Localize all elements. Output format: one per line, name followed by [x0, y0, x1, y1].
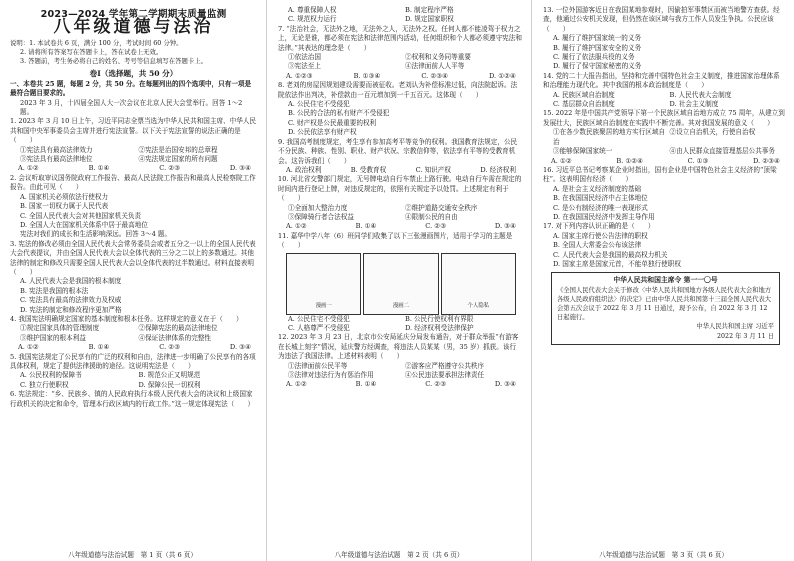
option: ①法律面前公民平等	[288, 361, 348, 370]
option: ④法律面前人人平等	[405, 62, 465, 71]
option: ③保障骑行者合法权益	[288, 212, 354, 221]
question-stem: 17. 对下列内容认识正确的是（ ）	[543, 222, 655, 231]
passage-note: 宪法对我们的成长和生活影响深远。回答 3～4 题。	[20, 230, 172, 239]
decree-sign: 中华人民共和国主席 习近平	[696, 323, 774, 331]
answer-option: D. ③④	[229, 343, 251, 352]
answer-option: D. ②③④	[752, 156, 780, 165]
comic-panel	[363, 253, 438, 315]
option: C. 全国人民代表大会对其他国家机关负责	[20, 211, 142, 220]
question	[543, 222, 786, 344]
page-3	[533, 0, 794, 561]
question	[10, 117, 257, 173]
question-stem: 13. 一位外国游客近日在我国某地参观时，因偷拍军事禁区而被当地警方查获。经查，他通过公安机关发现，但仍然在该区域与我方工作人员发生争执。公民应该（ ）	[543, 6, 780, 33]
option: ④由人民群众直接管理基层公共事务	[669, 147, 775, 156]
option: B. 公民行使权利有界限	[405, 314, 474, 323]
answer-option: C. ②③	[425, 380, 447, 389]
answer-row	[278, 222, 522, 231]
comic-strip	[278, 251, 522, 315]
option: A. 公民住宅不受侵犯	[288, 100, 350, 109]
option: A. 国家机关必须依法行使权力	[20, 192, 109, 201]
answer-option: A. ①②	[18, 164, 39, 173]
comic-caption: 漫画二	[392, 303, 410, 310]
answer-option: D. ③④	[494, 222, 516, 231]
option: ②权利和义务同等重要	[405, 53, 471, 62]
answer-row	[10, 343, 257, 352]
option: A. 公民权利的保障书	[20, 371, 82, 380]
option: B. 公民的合法的私有财产不受侵犯	[288, 109, 390, 118]
option-row	[278, 15, 522, 24]
question-stem: 14. 党的二十大报告指出，坚持和完善中国特色社会主义制度，推进国家治理体系和治理能力现代化。其中我国的根本政治制度是（ ）	[543, 71, 780, 90]
section-context: 2023 年 3 月，十四届全国人大一次会议在北京人民大会堂举行。回答 1～2 题。	[20, 98, 243, 117]
option: ③能够保障国家统一	[553, 147, 613, 156]
question-stem: 3. 宪法的修改必须由全国人民代表大会常务委员会或者五分之一以上的全国人民代表大会代表提议，并由全国人民代表大会以全体代表的三分之二以上的多数通过。其他法律的制定和修改只需要全国人民代表大会以全体代表的过半数通过。材料直接表明（ ）	[10, 239, 256, 276]
question-stem: 4. 我国宪法明确规定国家的基本制度和根本任务。这样规定的意义在于（ ）	[10, 314, 243, 323]
option-row	[278, 213, 522, 222]
option: C. 履行了依法服兵役的义务	[553, 53, 635, 62]
section-instruction: 一、本卷共 25 题，每题 2 分，共 50 分。在每题列出的四个选项中，只有一项是最符合题目要求的。	[10, 79, 252, 98]
option-row	[278, 362, 522, 371]
option: ②设立自治机关，行使自治权	[669, 128, 756, 137]
option: B. 制定程序严格	[405, 6, 454, 14]
answer-option: C. ①③	[687, 156, 709, 165]
option-row	[543, 147, 786, 156]
option: D. 全国人大在国家机关体系中居于最高地位	[20, 220, 148, 229]
option: D. 公民依法享有财产权	[288, 128, 357, 137]
answer-option: A. ①②	[286, 380, 307, 389]
option: A. 国家主席行使公告法律的职权	[553, 231, 648, 240]
option: B. 国家一切权力属于人民代表	[20, 202, 109, 211]
decree-box	[551, 272, 780, 344]
option: ①宪法具有最高法律效力	[20, 145, 93, 154]
question	[278, 232, 522, 334]
page-footer: 八年级道德与法治试题 第 2 页（共 6 页）	[334, 551, 464, 559]
section-title: 卷Ⅰ（选择题，共 50 分）	[89, 69, 178, 79]
question-stem: 6. 宪法规定：“乡、民族乡、镇的人民政府执行本级人民代表大会的决议和上级国家行政机关的决定和命令，管理本行政区域内的行政工作。”这一规定体现宪法（ ）	[10, 390, 255, 408]
option: C. 宪法具有最高的法律效力及权威	[20, 296, 122, 305]
subject-title: 八年级道德与法治	[53, 17, 214, 38]
comic-panel	[441, 253, 516, 315]
answer-option: C. ②③	[159, 343, 181, 352]
answer-row	[278, 72, 522, 81]
option-row	[10, 334, 257, 343]
option: ②维护道路交通安全秩序	[405, 203, 478, 212]
option: C. 人格尊严不受侵犯	[288, 323, 350, 332]
question	[10, 174, 257, 240]
notes	[10, 39, 257, 67]
answer-option: D. ③④	[494, 380, 516, 389]
option: B. 履行了维护国家安全的义务	[553, 43, 642, 52]
option-row	[278, 315, 522, 324]
answer-row	[543, 157, 786, 166]
question	[10, 315, 257, 353]
option: D. 国家主席是国家元首，不能单独行使职权	[553, 259, 681, 268]
answer-row	[10, 164, 257, 173]
answer-option: D. ③④	[229, 164, 251, 173]
question-stem: 10. 河北省交警部门规定，无号牌电动自行车禁止上路行驶。电动自行车需在规定的时间内进行登记上牌，对违反规定的，依照有关规定予以处罚。上述规定有利于（ ）	[278, 175, 522, 203]
column-divider	[531, 0, 532, 561]
answer-row	[278, 380, 522, 389]
question-stem: 2. 会议听取审议国务院政府工作报告、最高人民法院工作报告和最高人民检察院工作报告。由此可见（ ）	[10, 173, 256, 192]
option-row	[278, 371, 522, 380]
question-stem: 12. 2023 年 3 月 23 日，北京市公安局延庆分局发布通告，对于群众举报“有游客在长城上刻字”情况，延庆警方经调查，将违法人员某某（男，35 岁）抓获。该行为违法了我国法律。上述材料表明（ ）	[278, 333, 519, 361]
answer-option: C. ②③	[425, 222, 447, 231]
option-row	[278, 6, 522, 15]
answer-option: B. ①②④	[616, 156, 644, 165]
option: A. 是社会主义经济制度的基础	[553, 184, 642, 193]
question-list	[10, 117, 257, 409]
option-row	[10, 146, 257, 155]
answer-option: B. ①④	[355, 222, 377, 231]
option: D. 经济权利受法律保护	[405, 323, 474, 332]
option: A. 履行了维护国家统一的义务	[553, 34, 642, 43]
option: C. 人民代表大会是我国的最高权力机关	[553, 250, 668, 259]
question	[543, 166, 786, 222]
page-footer: 八年级道德与法治试题 第 1 页（共 6 页）	[68, 551, 197, 559]
note-line: 3. 答题前，考生务必将自己的姓名、考号等信息填写在答题卡上。	[20, 57, 208, 66]
question-stem: 8. 老刘的房屋因规划建设需要而被征收。老刘认为补偿标准过低，向法院起诉。法院依法作出判决，补偿款由一百元增加到一千五百元。这体现（ ）	[278, 81, 518, 99]
answer-option: B. ①④	[88, 164, 110, 173]
decree-heading: 中华人民共和国主席令 第一一〇号	[613, 276, 718, 285]
option-row	[278, 324, 522, 333]
option: ④宪法规定国家的所有问题	[138, 155, 218, 164]
answer-option: B. ①④	[355, 380, 377, 389]
option-row	[10, 371, 257, 380]
answer-option: C. 知识产权	[415, 165, 451, 174]
question-list	[278, 6, 522, 390]
question	[278, 333, 522, 389]
question-stem: 5. 我国宪法规定了公民享有的广泛的权利和自由，法律进一步明确了公民享有的各项具体权利，规定了提供法律援助的途径。这说明宪法是（ ）	[10, 352, 256, 371]
option: B. 宪法是我国的根本法	[20, 286, 89, 295]
option: D. 保障公民一切权利	[138, 380, 201, 389]
decree-date: 2022 年 3 月 11 日	[717, 332, 774, 340]
option: ①全面加大整治力度	[288, 203, 348, 212]
option-row	[543, 128, 786, 147]
comic-panel	[286, 253, 361, 315]
option-row	[10, 324, 257, 333]
column-divider	[266, 0, 267, 561]
answer-option: A. ①②③	[286, 71, 313, 80]
question	[543, 72, 786, 110]
answer-option: A. 政治权利	[286, 165, 322, 174]
answer-option: B. ①③④	[353, 71, 381, 80]
answer-option: D. 经济权利	[480, 165, 516, 174]
option: ①规定国家具体的管理制度	[20, 324, 100, 333]
answer-option: C. ②③	[159, 164, 181, 173]
question-list	[543, 6, 786, 345]
question-stem: 16. 习近平总书记考察某企业时指出，国有企业是中国特色社会主义经济的“顶梁柱”。这表明国有经济（ ）	[543, 165, 777, 184]
answer-option: A. ①②	[551, 156, 572, 165]
page-2	[268, 0, 530, 561]
option: ②游客应严格遵守公共秩序	[405, 361, 485, 370]
option: A. 尊重保障人权	[288, 6, 337, 14]
option: D. 宪法的制定和修改程序更加严格	[20, 305, 122, 314]
option: ①在各少数民族聚居的地方实行区域自治	[553, 128, 666, 146]
option-row	[278, 204, 522, 213]
question	[543, 6, 786, 72]
question-stem: 11. 嘉华中学八年（6）班同学们收集了以下三张漫画图片，适用于学习的主题是（ ）	[278, 231, 513, 250]
question	[10, 353, 257, 391]
answer-option: B. ①④	[88, 343, 110, 352]
option: C. 财产权是公民最重要的权利	[288, 118, 377, 127]
option-row	[543, 91, 786, 100]
option: A. 人民代表大会是我国的根本制度	[20, 277, 122, 286]
question-stem: 1. 2023 年 3 月 10 日上午，习近平同志全票当选为中华人民共和国主席、中华人民共和国中央军事委员会主席并进行宪法宣誓。以下关于宪法宣誓的说法正确的是（ ）	[10, 117, 257, 145]
option-row	[10, 155, 257, 164]
option: ③宪法具有最高法律地位	[20, 155, 93, 164]
page-1	[0, 0, 265, 561]
answer-option: A. ①②	[286, 222, 307, 231]
option: ④公民违法要承担法律责任	[405, 371, 485, 379]
option: C. 基层群众自治制度	[553, 100, 615, 109]
option: ③维护国家的根本利益	[20, 333, 86, 342]
answer-option: D. ①②④	[488, 71, 516, 80]
decree-body: 《全国人民代表大会关于修改〈中华人民共和国地方各级人民代表大会和地方各级人民政府组织法〉的决定》已由中华人民共和国第十三届全国人民代表大会第五次会议于 2022 年 3 月 11 日通过，现予公布，自 2022 年 3 月 12 日起施行。	[557, 286, 772, 322]
option: D. 规定国家职权	[405, 15, 454, 24]
option: A. 公民住宅不受侵犯	[288, 314, 350, 323]
option: C. 独立行使职权	[20, 380, 69, 389]
question	[278, 25, 522, 81]
option-row	[10, 381, 257, 390]
answer-option: B. 受教育权	[350, 165, 387, 174]
option: D. 在我国国民经济中发挥主导作用	[553, 212, 655, 221]
option: B. 全国人大常委会公布该法律	[553, 241, 642, 250]
option: ①依法治国	[288, 53, 321, 62]
option: ②宪法是治国安邦的总章程	[138, 145, 218, 154]
option: ③法律对违法行为有惩治作用	[288, 371, 374, 379]
option: C. 是公有制经济的唯一表现形式	[553, 203, 648, 212]
question	[278, 81, 522, 137]
answer-option: C. ②③④	[421, 71, 449, 80]
option: B. 规范公正又明规范	[138, 371, 201, 380]
answer-row	[278, 166, 522, 175]
option: D. 社会主义制度	[669, 100, 719, 109]
question-stem: 9. 我国高考制度规定，考生享有参加高考平等竞争的权利。我国教育法规定，公民不分民族、种族、性别、职业、财产状况、宗教信仰等，依法享有平等的受教育机会。这告诉我们（ ）	[278, 137, 518, 165]
option: ②保障宪法的最高法律地位	[138, 324, 218, 333]
page-footer: 八年级道德与法治试题 第 3 页（共 6 页）	[599, 551, 728, 559]
comic-caption: 漫画一	[315, 303, 332, 310]
option: B. 人民代表大会制度	[669, 90, 732, 99]
question	[543, 109, 786, 165]
question	[278, 6, 522, 25]
option: A. 民族区域自治制度	[553, 90, 615, 99]
option: ④限制公民的自由	[405, 212, 458, 221]
option: C. 规范权力运行	[288, 15, 337, 24]
question	[10, 240, 257, 315]
option: D. 履行了保守国家秘密的义务	[553, 62, 642, 71]
question	[278, 138, 522, 176]
question	[278, 175, 522, 231]
note-line: 说明：1. 本试卷共 6 页，满分 100 分，考试时间 60 分钟。	[10, 38, 183, 47]
note-line: 2. 请将所有答案写在答题卡上，答在试卷上无效。	[20, 48, 163, 57]
question-stem: 15. 2022 年是中国共产党领导下第一个民族区域自治地方成立 75 周年，从建立到发展壮大，民族区域自治制度在实践中不断完善。其对我国发展的意义（ ）	[543, 109, 785, 127]
exam-title: 2023—2024 学年第二学期期末质量监测	[40, 9, 227, 20]
question-stem: 7. “法治社会，无法外之地，无法外之人，无法外之权。任何人都不能凌驾于权力之上，无论是谁，都必须在宪法和法律范围内活动，任何组织和个人都必须遵守宪法和法律。”其表达的理念是（ ）	[278, 24, 522, 52]
option-row	[278, 62, 522, 71]
option: B. 在我国国民经济中占主体地位	[553, 194, 648, 203]
answer-option: A. ①②	[18, 343, 39, 352]
question	[10, 390, 257, 409]
option: ③宪法至上	[288, 62, 321, 71]
option: ④保证法律体系的完整性	[138, 333, 212, 342]
comic-caption: 个人隐私	[467, 303, 490, 310]
